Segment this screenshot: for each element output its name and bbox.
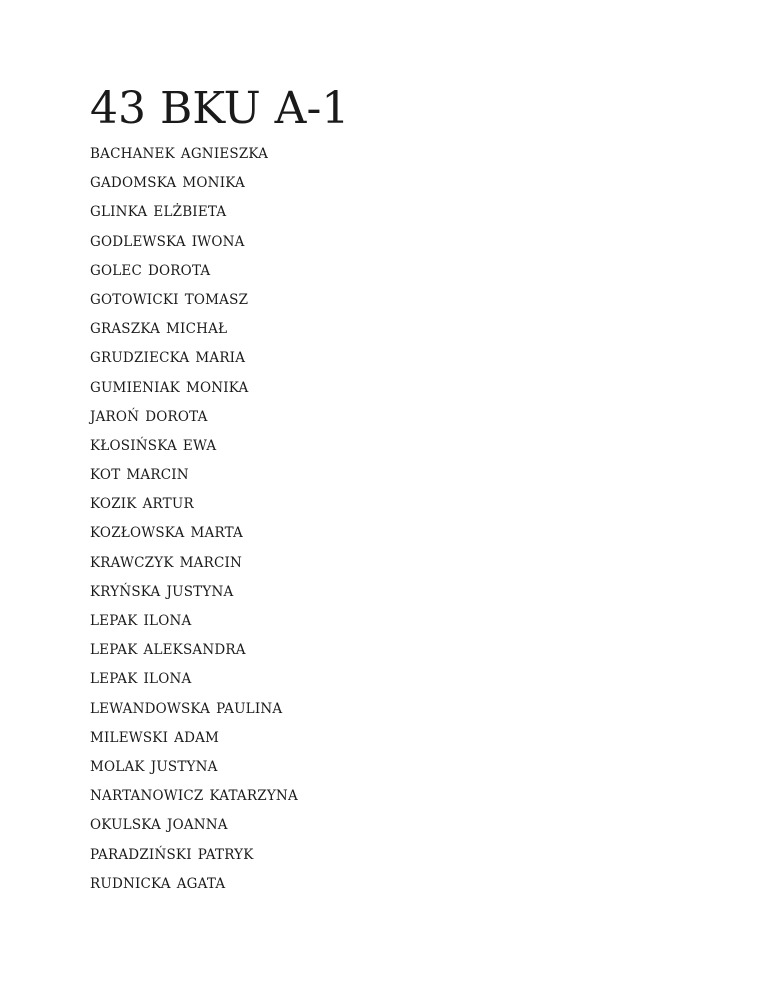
surname: LEPAK [90, 642, 138, 659]
given-name: DOROTA [145, 408, 208, 425]
surname: KOT [90, 467, 121, 484]
surname: PARADZIŃSKI [90, 846, 192, 863]
list-item [90, 145, 730, 174]
surname: KRAWCZYK [90, 554, 174, 571]
given-name: TOMASZ [184, 291, 249, 308]
given-name: JUSTYNA [150, 758, 218, 775]
given-name: MICHAŁ [166, 321, 228, 338]
list-item [90, 203, 730, 232]
surname: GODLEWSKA [90, 233, 186, 250]
surname: BACHANEK [90, 146, 175, 162]
surname: GRASZKA [90, 321, 161, 338]
list-item [90, 612, 730, 641]
given-name: MARCIN [179, 554, 243, 571]
given-name: KATARZYNA [209, 788, 298, 805]
list-item [90, 554, 730, 583]
list-item [90, 233, 730, 262]
given-name: MARTA [190, 525, 243, 542]
list-item [90, 379, 730, 408]
page-title: 43 BKU A-1 [90, 83, 350, 134]
list-item [90, 787, 730, 816]
list-item [90, 758, 730, 787]
surname: MOLAK [90, 758, 145, 775]
given-name: EWA [182, 437, 217, 454]
given-name: ILONA [143, 613, 192, 629]
list-item [90, 291, 730, 320]
surname: NARTANOWICZ [90, 788, 204, 805]
list-item [90, 495, 730, 524]
given-name: AGATA [176, 875, 226, 892]
given-name: JOANNA [166, 817, 228, 834]
list-item [90, 641, 730, 670]
given-name: ELŻBIETA [153, 204, 227, 221]
list-item [90, 408, 730, 437]
surname: LEWANDOWSKA [90, 700, 211, 717]
given-name: ADAM [174, 729, 220, 746]
list-item [90, 349, 730, 378]
surname: GUMIENIAK [90, 379, 180, 396]
given-name: ALEKSANDRA [143, 642, 246, 659]
surname: GRUDZIECKA [90, 350, 190, 367]
surname: KRYŃSKA [90, 583, 161, 600]
list-item [90, 262, 730, 291]
list-item [90, 875, 730, 904]
list-item [90, 700, 730, 729]
list-item [90, 846, 730, 875]
surname: KŁOSIŃSKA [90, 437, 177, 454]
list-item [90, 466, 730, 495]
list-item [90, 816, 730, 845]
surname: GLINKA [90, 204, 148, 221]
list-item [90, 524, 730, 553]
surname: RUDNICKA [90, 875, 171, 892]
list-item [90, 437, 730, 466]
given-name: IWONA [191, 233, 245, 250]
surname: GADOMSKA [90, 175, 177, 192]
given-name: MARIA [195, 350, 246, 367]
given-name: MONIKA [182, 175, 245, 192]
surname: OKULSKA [90, 817, 161, 834]
given-name: ARTUR [142, 496, 194, 513]
given-name: DOROTA [148, 262, 211, 279]
surname: KOZŁOWSKA [90, 525, 185, 542]
given-name: MONIKA [185, 379, 249, 396]
surname: MILEWSKI [90, 729, 169, 746]
surname: LEPAK [90, 671, 138, 688]
surname: GOTOWICKI [90, 291, 179, 308]
name-list [90, 145, 730, 904]
list-item [90, 583, 730, 612]
given-name: AGNIESZKA [180, 146, 269, 162]
surname: JAROŃ [90, 408, 140, 425]
given-name: PATRYK [197, 846, 254, 863]
given-name: ILONA [143, 671, 192, 688]
given-name: JUSTYNA [166, 583, 234, 600]
surname: LEPAK [90, 613, 138, 629]
document-page [90, 83, 730, 904]
given-name: MARCIN [126, 467, 189, 484]
list-item [90, 670, 730, 699]
surname: KOZIK [90, 496, 137, 513]
list-item [90, 320, 730, 349]
given-name: PAULINA [216, 700, 283, 717]
surname: GOLEC [90, 262, 143, 279]
list-item [90, 174, 730, 203]
list-item [90, 729, 730, 758]
